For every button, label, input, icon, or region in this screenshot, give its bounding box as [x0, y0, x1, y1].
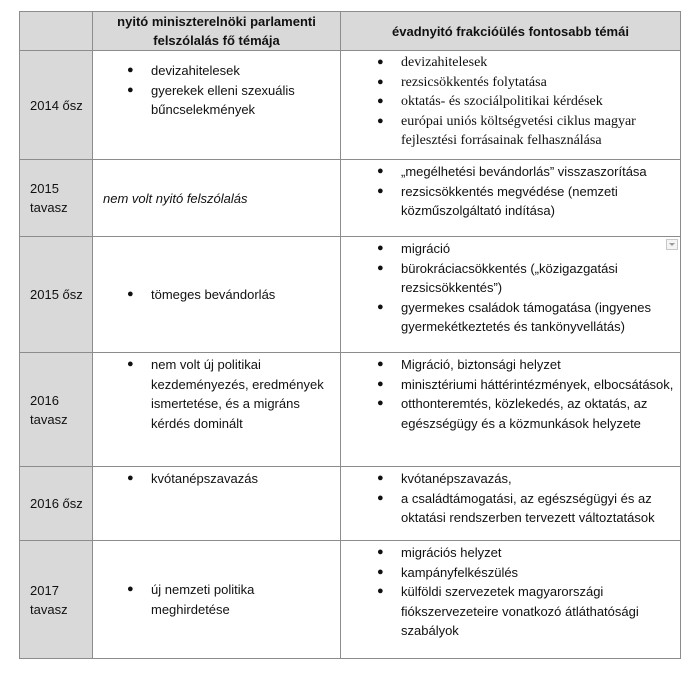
list-item: ● bürokráciacsökkentés („közigazgatási rezsicsökkentés”)	[377, 260, 618, 295]
speech-topics-cell	[93, 353, 341, 467]
list-item: ● kvótanépszavazás	[127, 471, 258, 486]
faction-topics-cell	[341, 160, 681, 237]
table-row	[20, 160, 681, 237]
list-item: ● devizahitelesek	[127, 63, 240, 78]
list-item: ● gyerekek elleni szexuális bűncselekmények	[127, 82, 295, 117]
table-row	[20, 237, 681, 353]
faction-topics-list	[341, 543, 680, 641]
speech-topics-list	[93, 580, 340, 619]
list-item: ● európai uniós költségvetési ciklus magyar fejlesztési forrásainak felhasználása	[377, 113, 636, 148]
period-cell: 2014 ősz	[20, 51, 93, 160]
list-item: ● otthonteremtés, közlekedés, az oktatás, az egészségügy és a közmunkások helyzete	[377, 396, 648, 431]
faction-topics-list	[341, 53, 680, 151]
list-item: ● rezsicsökkentés megvédése (nemzeti közműszolgáltató indítása)	[377, 183, 618, 218]
period-cell: 2017 tavasz	[20, 541, 93, 659]
faction-topics-list	[341, 469, 680, 528]
header-faction-topics: évadnyitó frakcióülés fontosabb témái	[341, 12, 681, 51]
list-item: ● Migráció, biztonsági helyzet	[377, 357, 561, 372]
faction-topics-list	[341, 355, 680, 433]
list-item: ● migráció	[377, 241, 451, 256]
speech-topics-list	[93, 61, 340, 120]
header-row	[20, 12, 681, 51]
speech-topics-list	[93, 355, 340, 433]
period-cell: 2016 tavasz	[20, 353, 93, 467]
header-corner-cell	[20, 12, 93, 51]
faction-topics-cell	[341, 541, 681, 659]
speech-topics-cell	[93, 237, 341, 353]
speech-topics-list	[93, 285, 340, 305]
table-row	[20, 353, 681, 467]
list-item: ● a családtámogatási, az egészségügyi és az oktatási rendszerben tervezett változtatások	[377, 490, 655, 525]
speech-topics-cell	[93, 160, 341, 237]
faction-topics-cell	[341, 353, 681, 467]
period-cell: 2015 tavasz	[20, 160, 93, 237]
list-item: ● gyermekes családok támogatása (ingyenes gyermekétkeztetés és tankönyvellátás)	[377, 299, 652, 334]
table-row	[20, 467, 681, 541]
list-item: ● kvótanépszavazás,	[377, 471, 512, 486]
list-item: ● külföldi szervezetek magyarországi fiókszervezeteire vonatkozó átláthatósági szabályok	[377, 584, 639, 638]
list-item: ● új nemzeti politika meghirdetése	[127, 582, 255, 617]
list-item: ● nem volt új politikai kezdeményezés, eredmények ismertetése, és a migráns kérdés dominált	[127, 357, 324, 431]
list-item: ● tömeges bevándorlás	[127, 286, 276, 302]
faction-topics-cell	[341, 51, 681, 160]
list-item: ● rezsicsökkentés folytatása	[377, 74, 547, 90]
speech-topics-cell	[93, 467, 341, 541]
list-item: ● „megélhetési bevándorlás” visszaszorítása	[377, 164, 647, 179]
period-cell: 2016 ősz	[20, 467, 93, 541]
list-item: ● devizahitelesek	[377, 55, 488, 70]
header-speech-topic: nyitó miniszterelnöki parlamenti felszólalás fő témája	[93, 12, 341, 51]
period-cell: 2015 ősz	[20, 237, 93, 353]
table-row	[20, 51, 681, 160]
speech-note: nem volt nyitó felszólalás	[103, 190, 248, 206]
faction-topics-list	[341, 239, 680, 337]
faction-topics-list	[341, 162, 680, 221]
table-row	[20, 541, 681, 659]
speech-topics-list	[93, 469, 340, 489]
speech-topics-cell	[93, 51, 341, 160]
list-item: ● kampányfelkészülés	[377, 564, 519, 580]
list-item: ● oktatás- és szociálpolitikai kérdések	[377, 94, 603, 109]
faction-topics-cell	[341, 237, 681, 353]
list-item: ● minisztériumi háttérintézmények, elbocsátások,	[377, 376, 674, 392]
topics-table	[19, 11, 681, 659]
list-item: ● migrációs helyzet	[377, 545, 502, 560]
speech-topics-cell	[93, 541, 341, 659]
faction-topics-cell	[341, 467, 681, 541]
